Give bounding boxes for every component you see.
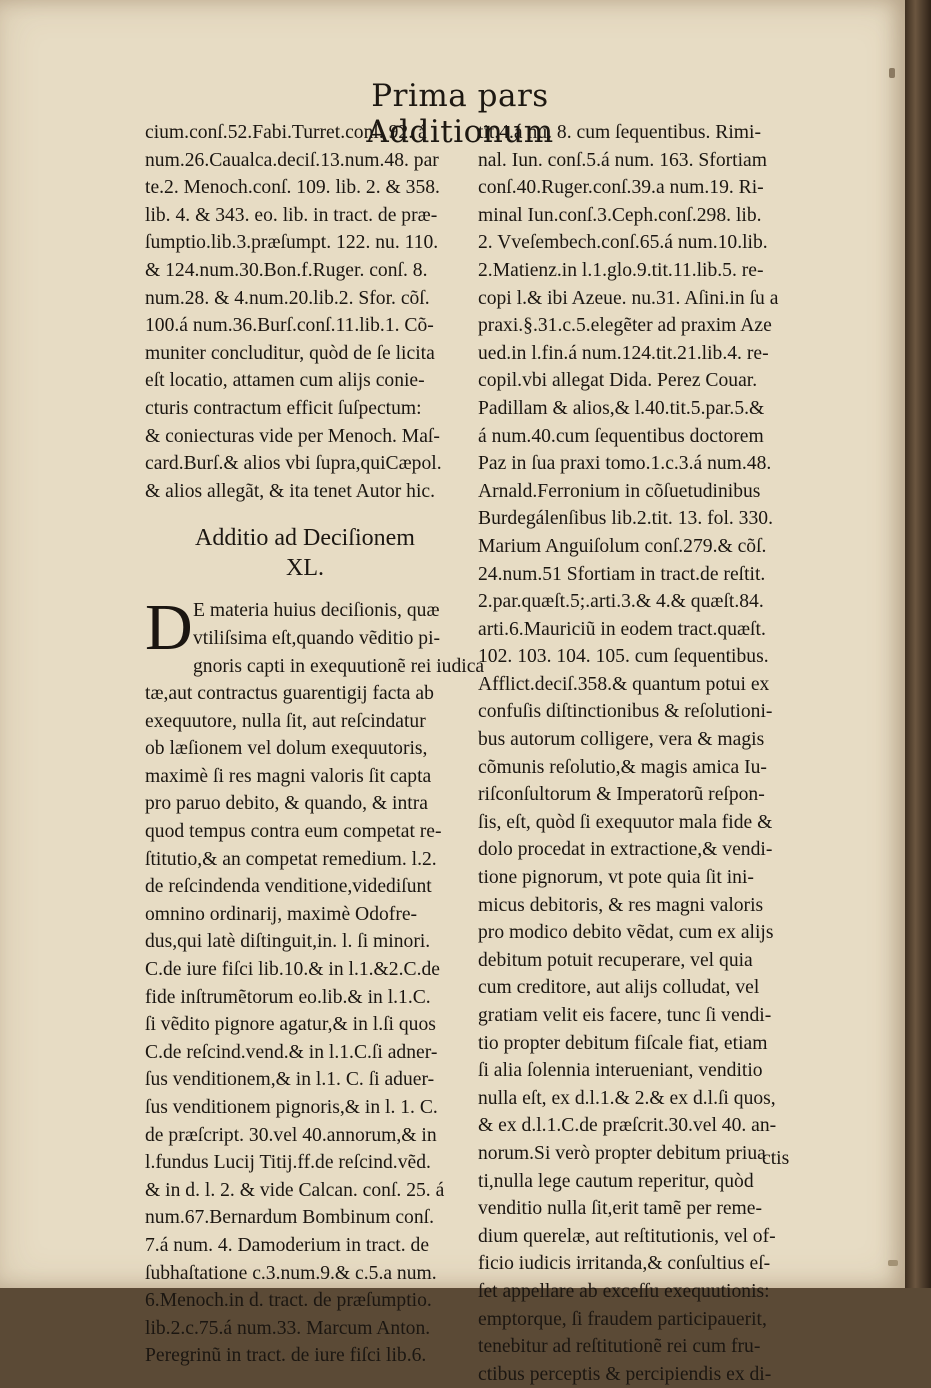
text-line: l.fundus Lucij Titij.ff.de reſcind.vẽd. xyxy=(145,1152,431,1174)
text-line: ſus venditionem,& in l.1. C. ſi aduer- xyxy=(145,1069,435,1091)
section-heading: Additio ad Deciſionem xyxy=(195,525,415,552)
text-line: 24.num.51 Sfortiam in tract.de reſtit. xyxy=(478,563,766,585)
text-line: ſi alia ſolennia interueniant, venditio xyxy=(478,1060,763,1082)
text-line: Afflict.deciſ.358.& quantum potui ex xyxy=(478,673,770,695)
text-line: 2. Vveſembech.conſ.65.á num.10.lib. xyxy=(478,232,768,254)
page-pin-mark-bottom xyxy=(888,1260,898,1266)
text-line: omnino ordinarij, maximè Odofre- xyxy=(145,903,418,925)
page-pin-mark xyxy=(889,68,895,78)
text-line: lib. 4. & 343. eo. lib. in tract. de præ- xyxy=(145,204,438,226)
text-line: E materia huius deciſionis, quæ xyxy=(193,600,440,622)
catchword: ctis xyxy=(762,1148,790,1169)
text-line: & alios allegãt, & ita tenet Autor hic. xyxy=(145,480,436,502)
text-line: 7.á num. 4. Damoderium in tract. de xyxy=(145,1234,430,1256)
text-line: arti.6.Mauriciũ in eodem tract.quæſt. xyxy=(478,618,766,640)
text-line: 102. 103. 104. 105. cum ſequentibus. xyxy=(478,646,769,668)
text-line: de reſcindenda venditione,vidediſunt xyxy=(145,876,432,898)
text-line: ctibus perceptis & percipiendis ex di- xyxy=(478,1363,772,1385)
text-line: maximè ſi res magni valoris ſit capta xyxy=(145,765,432,787)
left-column xyxy=(145,119,485,1370)
text-line: tione pignorum, vt pote quia ſit ini- xyxy=(478,867,754,889)
text-line: quod tempus contra eum competat re- xyxy=(145,821,442,843)
text-line: Padillam & alios,& l.40.tit.5.par.5.& xyxy=(478,397,765,419)
text-line: Marium Anguiſolum conſ.279.& cõſ. xyxy=(478,535,767,557)
text-line: & 124.num.30.Bon.f.Ruger. conſ. 8. xyxy=(145,259,428,281)
text-line: & coniecturas vide per Menoch. Maſ- xyxy=(145,425,440,447)
text-line: ſis, eſt, quòd ſi exequutor mala fide & xyxy=(478,811,773,833)
text-line: ſet appellare ab exceſſu exequutionis: xyxy=(478,1280,770,1302)
text-line: bus autorum colligere, vera & magis xyxy=(478,729,765,751)
text-line: Arnald.Ferronium in cõſuetudinibus xyxy=(478,480,761,502)
text-line: fide inſtrumẽtorum eo.lib.& in l.1.C. xyxy=(145,986,431,1008)
text-line: ſumptio.lib.3.præſumpt. 122. nu. 110. xyxy=(145,232,439,254)
text-line: praxi.§.31.c.5.elegẽter ad praxim Aze xyxy=(478,315,772,337)
text-line: pro modico debito vẽdat, cum ex alijs xyxy=(478,922,774,944)
text-line: confuſis diſtinctionibus & reſolutioni- xyxy=(478,701,773,723)
text-line: dium querelæ, aut reſtitutionis, vel of- xyxy=(478,1225,776,1247)
text-line: ued.in l.fin.á num.124.tit.21.lib.4. re- xyxy=(478,342,769,364)
text-line: venditio nulla ſit,erit tamẽ per reme- xyxy=(478,1198,763,1220)
book-spine-edge xyxy=(905,0,931,1288)
text-line: C.de iure fiſci lib.10.& in l.1.&2.C.de xyxy=(145,959,440,981)
text-line: copil.vbi allegat Dida. Perez Couar. xyxy=(478,370,758,392)
text-line: micus debitoris, & res magni valoris xyxy=(478,894,764,916)
text-line: nulla eſt, ex d.l.1.& 2.& ex d.l.ſi quos, xyxy=(478,1087,776,1109)
text-line: gnoris capti in exequutionẽ rei iudica xyxy=(193,655,485,677)
text-line: 2.par.quæſt.5;.arti.3.& 4.& quæſt.84. xyxy=(478,591,764,613)
text-line: ti,nulla lege cautum reperitur, quòd xyxy=(478,1170,754,1192)
text-line: Paz in ſua praxi tomo.1.c.3.á num.48. xyxy=(478,453,772,475)
text-line: vtiliſsima eſt,quando vẽditio pi- xyxy=(193,627,441,649)
text-line: lib.2.c.75.á num.33. Marcum Anton. xyxy=(145,1317,431,1339)
text-line: exequutore, nulla ſit, aut reſcindatur xyxy=(145,710,426,732)
text-line: num.67.Bernardum Bombinum conſ. xyxy=(145,1207,434,1229)
text-line: Peregrinũ in tract. de iure fiſci lib.6. xyxy=(145,1345,427,1367)
text-line: á num.40.cum ſequentibus doctorem xyxy=(478,425,764,447)
text-line: te.2. Menoch.conſ. 109. lib. 2. & 358. xyxy=(145,177,440,199)
text-line: tæ,aut contractus guarentigij facta ab xyxy=(145,683,434,705)
text-line: ſi vẽdito pignore agatur,& in l.ſi quos xyxy=(145,1014,436,1036)
text-line: copi l.& ibi Azeue. nu.31. Aſini.in ſu a xyxy=(478,287,779,309)
text-line: emptorque, ſi fraudem participauerit, xyxy=(478,1308,767,1330)
text-line: ſtitutio,& an competat remedium. l.2. xyxy=(145,848,437,870)
left-column-text-top xyxy=(145,119,465,505)
text-line: tenebitur ad reſtitutionẽ rei cum fru- xyxy=(478,1336,761,1358)
text-line: num.28. & 4.num.20.lib.2. Sfor. cõſ. xyxy=(145,287,430,309)
text-line: tio propter debitum fiſcale fiat, etiam xyxy=(478,1032,768,1054)
text-line: num.26.Caualca.deciſ.13.num.48. par xyxy=(145,149,439,171)
text-line: eſt locatio, attamen cum alijs conie- xyxy=(145,370,425,392)
text-line: tit.4.á nu. 8. cum ſequentibus. Rimi- xyxy=(478,122,761,143)
text-line: cõmunis reſolutio,& magis amica Iu- xyxy=(478,756,767,778)
text-line: & in d. l. 2. & vide Calcan. conſ. 25. á xyxy=(145,1179,445,1201)
text-line: gratiam velit eis facere, tunc ſi vendi- xyxy=(478,1005,772,1026)
text-line: cum creditore, aut alijs colludat, vel xyxy=(478,977,760,999)
text-line: conſ.40.Ruger.conſ.39.a num.19. Ri- xyxy=(478,177,764,199)
text-line: norum.Si verò propter debitum priua xyxy=(478,1142,766,1164)
text-line: nal. Iun. conſ.5.á num. 163. Sfortiam xyxy=(478,149,767,171)
text-line: 6.Menoch.in d. tract. de præſumptio. xyxy=(145,1290,432,1312)
text-line: 100.á num.36.Burſ.conſ.11.lib.1. Cõ- xyxy=(145,315,434,337)
text-line: muniter concluditur, quòd de ſe licita xyxy=(145,342,435,364)
right-column xyxy=(478,119,818,1388)
text-line: 2.Matienz.in l.1.glo.9.tit.11.lib.5. re- xyxy=(478,259,764,281)
text-line: C.de reſcind.vend.& in l.1.C.ſi adner- xyxy=(145,1041,438,1063)
left-column-body xyxy=(145,591,485,1370)
left-column-text-body xyxy=(145,591,485,1370)
text-line: ſus venditionem pignoris,& in l. 1. C. xyxy=(145,1097,438,1118)
text-line: riſconſultorum & Imperatorũ reſpon- xyxy=(478,784,765,806)
text-line: & ex d.l.1.C.de præſcrit.30.vel 40. an- xyxy=(478,1115,777,1137)
text-line: debitum potuit recuperare, vel quia xyxy=(478,949,753,971)
page-title: Prima pars Additionum xyxy=(366,78,554,150)
text-line: pro paruo debito, & quando, & intra xyxy=(145,793,428,815)
section-heading-number: XL. xyxy=(286,555,324,582)
text-line: ſubhaſtatione c.3.num.9.& c.5.a num. xyxy=(145,1262,437,1284)
text-line: de præſcript. 30.vel 40.annorum,& in xyxy=(145,1124,437,1146)
text-line: minal Iun.conſ.3.Ceph.conſ.298. lib. xyxy=(478,204,762,226)
text-line: card.Burſ.& alios vbi ſupra,quiCæpol. xyxy=(145,453,442,475)
text-line: dus,qui latè diſtinguit,in. l. ſi minori. xyxy=(145,931,431,953)
text-line: cturis contractum efficit ſuſpectum: xyxy=(145,397,422,419)
text-line: Burdegálenſibus lib.2.tit. 13. fol. 330. xyxy=(478,508,773,530)
text-line: ficio iudicis irritanda,& conſultius eſ- xyxy=(478,1253,771,1275)
drop-cap-initial: D xyxy=(145,591,193,665)
text-line: cium.conſ.52.Fabi.Turret.conſ. 92. á xyxy=(145,122,427,143)
text-line: ob læſionem vel dolum exequutoris, xyxy=(145,738,428,760)
text-line: dolo procedat in extractione,& vendi- xyxy=(478,839,773,861)
